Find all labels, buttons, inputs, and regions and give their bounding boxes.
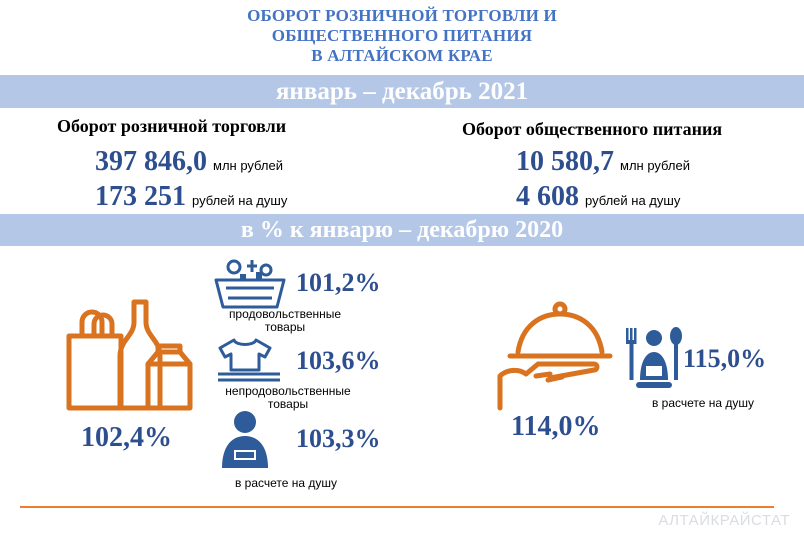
catering-per-capita-index-value: 115,0%: [683, 344, 767, 373]
retail-per-capita-index-value: 103,3%: [296, 424, 381, 453]
food-index-value: 101,2%: [296, 268, 381, 297]
retail-total-value: 397 846,0: [95, 146, 207, 177]
retail-total-unit: млн рублей: [213, 158, 283, 173]
page-title: [0, 6, 804, 66]
period-band: январь – декабрь 2021: [0, 75, 804, 108]
person-per-capita-icon: [218, 410, 272, 472]
nonfood-index-value: 103,6%: [296, 346, 381, 375]
person-cutlery-icon: [622, 324, 686, 392]
catering-total-value: 10 580,7: [516, 146, 614, 177]
retail-total-index-value: 102,4%: [81, 422, 172, 453]
catering-per-capita-unit: рублей на душу: [585, 193, 681, 208]
catering-total: [516, 146, 690, 182]
catering-per-capita-value: 4 608: [516, 181, 579, 212]
comparison-band: в % к январю – декабрю 2020: [0, 214, 804, 246]
serving-cloche-icon: [496, 300, 620, 412]
retail-per-capita: [95, 181, 287, 217]
watermark: АЛТАЙКРАЙСТАТ: [658, 512, 790, 529]
shopping-bags-bottle-icon: [66, 294, 196, 412]
food-label-line-1: продовольственные: [228, 307, 342, 321]
title-line-1: ОБОРОТ РОЗНИЧНОЙ ТОРГОВЛИ И: [247, 6, 557, 25]
title-line-2: ОБЩЕСТВЕННОГО ПИТАНИЯ: [271, 26, 533, 45]
retail-total: [95, 146, 283, 182]
retail-per-capita-index-label: в расчете на душу: [234, 476, 338, 490]
retail-per-capita-value: 173 251: [95, 181, 186, 212]
nonfood-label-line-1: непродовольственные: [225, 384, 351, 398]
title-line-3: В АЛТАЙСКОМ КРАЕ: [311, 46, 493, 65]
clothes-icon: [214, 336, 284, 384]
food-label: [208, 308, 362, 334]
nonfood-label: [206, 385, 370, 411]
food-basket-icon: [212, 258, 288, 310]
catering-total-unit: млн рублей: [620, 158, 690, 173]
nonfood-label-line-2: товары: [267, 397, 309, 411]
catering-heading: Оборот общественного питания: [462, 119, 723, 139]
retail-heading: Оборот розничной торговли: [57, 116, 287, 136]
catering-total-index-value: 114,0%: [511, 411, 601, 442]
catering-per-capita-index-label: в расчете на душу: [651, 396, 755, 410]
bottom-divider: [20, 506, 774, 508]
food-label-line-2: товары: [264, 320, 306, 334]
catering-per-capita: [516, 181, 680, 217]
retail-per-capita-unit: рублей на душу: [192, 193, 288, 208]
